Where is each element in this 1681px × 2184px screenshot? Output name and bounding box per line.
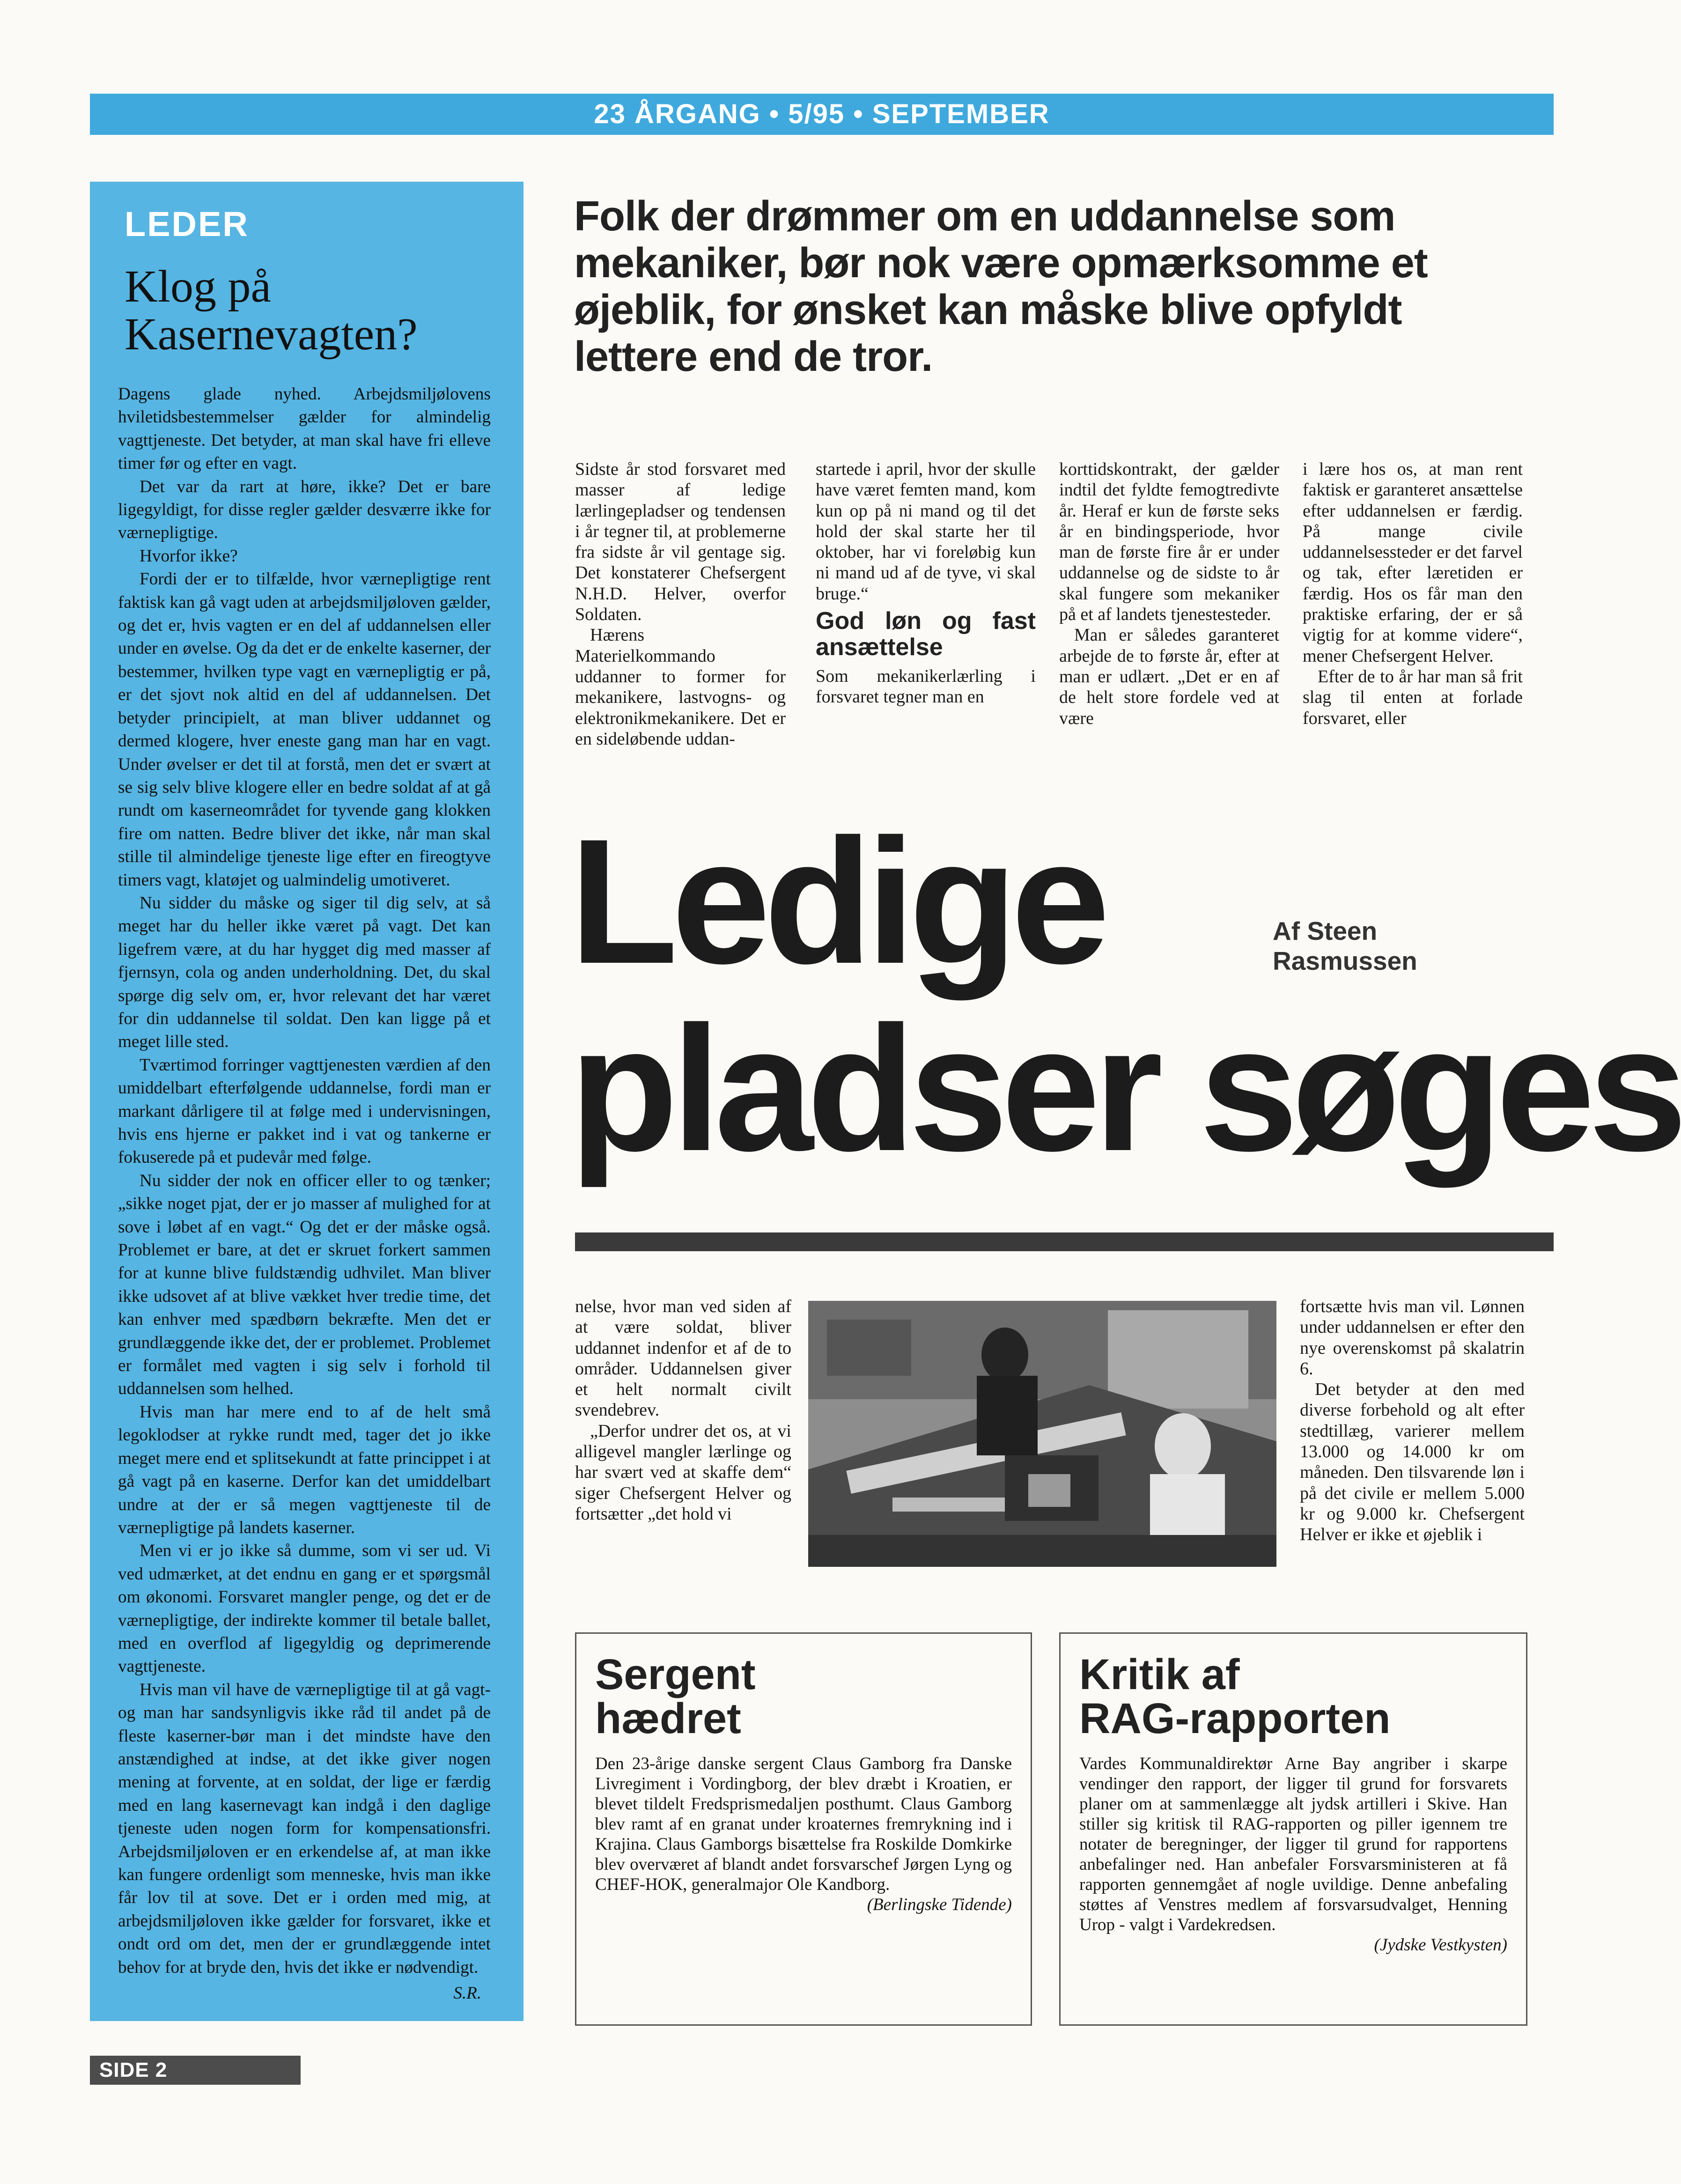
leader-paragraph: Fordi der er to tilfælde, hvor værnepligtige rent faktisk kan gå vagt uden at arbejdsmiljøloven gælder, og det er, hvis vagten er en del af uddannelsen eller under en øvelse. Og da det er de enkelte kaserner, der bestemmer, hvilken type vagt en værnepligtig er på, er det sjovt nok altid en del af uddannelsen. Det betyder principielt, at man bliver uddannet og dermed klogere, hver eneste gang man har en vagt. Under øvelser er det til at forstå, men det er svært at se sig selv blive klogere eller en bedre soldat af at gå rundt om kaserneområdet for tyvende gang klokken fire om natten. Bedre bliver det ikke, når man skal stille til almindelige tjeneste lige efter en fireogtyve timers vagt, klatøjet og ualmindelig umotiveret. xyxy=(118,569,491,890)
workshop-photo xyxy=(808,1301,1276,1567)
box-left-body xyxy=(595,1754,1012,1915)
byline-line2: Rasmussen xyxy=(1273,946,1417,975)
article-paragraph: i lære hos os, at man rent faktisk er garanteret ansættelse efter uddannelsen er færdig. På mange civile uddannelsessteder er det farvel og tak, efter læretiden er færdig. Hos os får man den praktiske erfaring, der er så vigtig for at komme videre“, mener Chefsergent Helver. xyxy=(1303,459,1523,666)
article-paragraph: Det betyder at den med diverse forbehold og alt efter stedtillæg, varierer mellem 13.000 og 14.000 kr om måneden. Den tilsvarende løn i på det civile er mellem 5.000 kr og 9.000 kr. Chefsergent Helver er ikke et øjeblik i xyxy=(1300,1380,1525,1545)
article-paragraph: Man er således garanteret arbejde de to første år, efter at man er udlært. „Det er en af de helt store fordele ved at være xyxy=(1059,625,1279,728)
leader-title xyxy=(125,263,491,358)
title-rule xyxy=(575,1232,1554,1251)
article-column-2 xyxy=(816,459,1036,708)
issue-banner: 23 ÅRGANG • 5/95 • SEPTEMBER xyxy=(90,94,1554,135)
article-column-lower-right xyxy=(1300,1296,1525,1545)
article-paragraph: korttidskontrakt, der gælder indtil det fyldte femogtredivte år. Heraf er kun de første seks år en bindingsperiode, hvor man de første fire år er under uddannelse og de sidste to år skal fungere som mekaniker på et af landets tjenestesteder. xyxy=(1059,459,1279,625)
page-number-label: SIDE 2 xyxy=(90,2056,301,2085)
box-sergent-haedret xyxy=(575,1632,1032,2026)
leader-paragraph: Dagens glade nyhed. Arbejdsmiljølovens hviletidsbestemmelser gælder for almindelig vagttjeneste. Det betyder, at man skal have fri elleve timer før og efter en vagt. xyxy=(118,384,491,473)
box-left-text: Den 23-årige danske sergent Claus Gamborg fra Danske Livregiment i Vordingborg, der blev dræbt i Kroatien, er blevet tildelt Fredsprismedaljen posthumt. Claus Gamborg blev ramt af en granat under kroaternes fremrykning ind i Krajina. Claus Gamborgs bisættelse fra Roskilde Domkirke blev overværet af blandt andet forsvarschef Jørgen Lyng og CHEF-HOK, generalmajor Ole Kandborg. xyxy=(595,1754,1012,1894)
article-subhead: God løn og fast ansættelse xyxy=(816,607,1036,661)
box-left-source: (Berlingske Tidende) xyxy=(867,1895,1012,1914)
leader-paragraph: Men vi er jo ikke så dumme, som vi ser ud. Vi ved udmærket, at det endnu en gang er et spørgsmål om økonomi. Forsvaret mangler penge, og det er de værnepligtige, der indirekte kommer til betale ballet, med en overflod af ligegyldig og deprimerende vagttjeneste. xyxy=(118,1541,491,1676)
box-right-title-line2: RAG-rapporten xyxy=(1079,1695,1391,1742)
box-kritik-rag xyxy=(1059,1632,1527,2026)
box-left-title xyxy=(595,1653,1012,1741)
box-right-title-line1: Kritik af xyxy=(1079,1651,1240,1698)
byline-line1: Af Steen xyxy=(1273,916,1378,945)
article-paragraph: „Derfor undrer det os, at vi alligevel mangler lærlinge og har svært ved at skaffe dem“ siger Chefsergent Helver og fortsætter „det hold vi xyxy=(575,1421,791,1524)
article-paragraph: Efter de to år har man så frit slag til enten at forlade forsvaret, eller xyxy=(1303,666,1523,728)
article-column-3 xyxy=(1059,459,1279,729)
article-column-1 xyxy=(575,459,786,749)
box-right-title xyxy=(1079,1653,1507,1741)
box-right-source: (Jydske Vestkysten) xyxy=(1374,1935,1507,1955)
leader-column xyxy=(90,182,523,2021)
article-headline: Folk der drømmer om en uddannelse som mekaniker, bør nok være opmærksomme et øjeblik, for ønsket kan måske blive opfyldt lettere end de tror. xyxy=(574,193,1428,380)
leader-paragraph: Tværtimod forringer vagttjenesten værdien af den umiddelbart efterfølgende uddannelse, fordi man er markant dårligere til at følge med i undervisningen, hvis ens hjerne er pakket ind i vat og tankerne er fokuserede på et pudevår med følge. xyxy=(118,1055,491,1167)
article-paragraph: Hærens Materielkommando uddanner to former for mekanikere, lastvogns- og elektronikmekanikere. Det er en sideløbende uddan- xyxy=(575,625,786,749)
article-title-line1: Ledige xyxy=(569,802,1104,1001)
article-paragraph: Sidste år stod forsvaret med masser af ledige lærlingepladser og tendensen i år tegner til, at problemerne fra sidste år vil gentage sig. Det konstaterer Chefsergent N.H.D. Helver, overfor Soldaten. xyxy=(575,459,786,625)
leader-title-line1: Klog på xyxy=(125,261,271,312)
article-column-4 xyxy=(1303,459,1523,729)
article-title-line2: pladser søges xyxy=(569,989,1681,1188)
article-paragraph: nelse, hvor man ved siden af at være soldat, bliver uddannet indenfor et af de to områder. Uddannelsen giver et helt normalt civilt svendebrev. xyxy=(575,1297,791,1420)
leader-paragraph: Hvorfor ikke? xyxy=(140,546,238,566)
article-byline xyxy=(1273,916,1417,976)
article-paragraph: startede i april, hvor der skulle have været femten mand, kom kun op på ni mand og til det hold der skal starte her til oktober, har vi foreløbig kun ni mand ud af de tyve, vi skal bruge.“ xyxy=(816,459,1036,604)
leader-paragraph: Det var da rart at høre, ikke? Det er bare ligegyldigt, for disse regler gælder desværre ikke for værnepligtige. xyxy=(118,477,491,543)
leader-paragraph: Hvis man har mere end to af de helt små legoklodser at rykke rundt med, tager det jo ikke meget mere end et splitsekundt at fatte princippet i at gå vagt på en kaserne. Derfor kan det umiddelbart undre at der er så megen vagttjeneste til de værnepligtige på landets kaserner. xyxy=(118,1402,491,1537)
box-right-body xyxy=(1079,1754,1507,1955)
workshop-photo-image xyxy=(808,1301,1276,1567)
leader-paragraph: Nu sidder der nok en officer eller to og tænker; „sikke noget pjat, der er jo masser af mulighed for at sove i løbet af en vagt.“ Og det er der måske også. Problemet er bare, at det er skruet forkert sammen for at kunne blive fuldstændig udhvilet. Man bliver ikke udsovet af at blive vækket hver tredie time, det kan enhver med spædbørn bekræfte. Men det er grundlæggende ikke det, der er problemet. Problemet er formålet med vagten i sig selv i forhold til uddannelsen som helhed. xyxy=(118,1171,491,1399)
leader-paragraph: Nu sidder du måske og siger til dig selv, at så meget har du heller ikke været på vagt. Det kan ligefrem være, at du har hygget dig med masser af fjernsyn, cola og anden underholdning. Det, du skal spørge dig selv om, er, hvor relevant det har været for din uddannelse til soldat. Den kan ligge på et meget lille sted. xyxy=(118,893,491,1052)
leader-paragraph: Hvis man vil have de værnepligtige til at gå vagt-og man har sandsynligvis ikke råd til andet på de fleste kaserner-bør man i det mindste have den anstændighed at indse, at det ikke giver nogen mening at forvente, at en soldat, der lige er færdig med en lang kasernevagt kan indgå i den daglige tjeneste uden nogen form for kompensationsfri. Arbejdsmiljøloven er en erkendelse af, at man ikke kan fungere ordenligt som menneske, hvis man ikke får lov til at sove. Det er i orden med mig, at arbejdsmiljøloven ikke gælder for forsvaret, ikke et ondt ord om det, men der er grundlæggende intet behov for at bryde den, hvis det ikke er nødvendigt. xyxy=(118,1680,491,1977)
article-paragraph: fortsætte hvis man vil. Lønnen under uddannelsen er efter den nye overenskomst på skalatrin 6. xyxy=(1300,1297,1525,1379)
article-column-lower-left xyxy=(575,1296,791,1524)
box-left-title-line2: hædret xyxy=(595,1695,741,1742)
leader-body xyxy=(118,383,491,2005)
leader-signature: S.R. xyxy=(453,1984,481,2003)
box-right-text: Vardes Kommunaldirektør Arne Bay angriber i skarpe vendinger den rapport, der ligger til grund for forsvarets planer om at sammenlægge alt jydsk artilleri i Skive. Han stiller sig kritisk til RAG-rapporten og piller igennem tre notater de beregninger, der ligger til grund for rapportens anbefalinger ned. Han anbefaler Forsvarsministeren at få rapporten gennemgået af nogle uvildige. Denne anbefaling støttes af Venstres medlem af forsvarsudvalget, Henning Urop - valgt i Vardekredsen. xyxy=(1079,1754,1507,1934)
leader-title-line2: Kasernevagten? xyxy=(125,309,418,360)
article-paragraph: Som mekanikerlærling i forsvaret tegner man en xyxy=(816,666,1036,707)
box-left-title-line1: Sergent xyxy=(595,1651,756,1698)
leader-label: LEDER xyxy=(125,205,249,243)
